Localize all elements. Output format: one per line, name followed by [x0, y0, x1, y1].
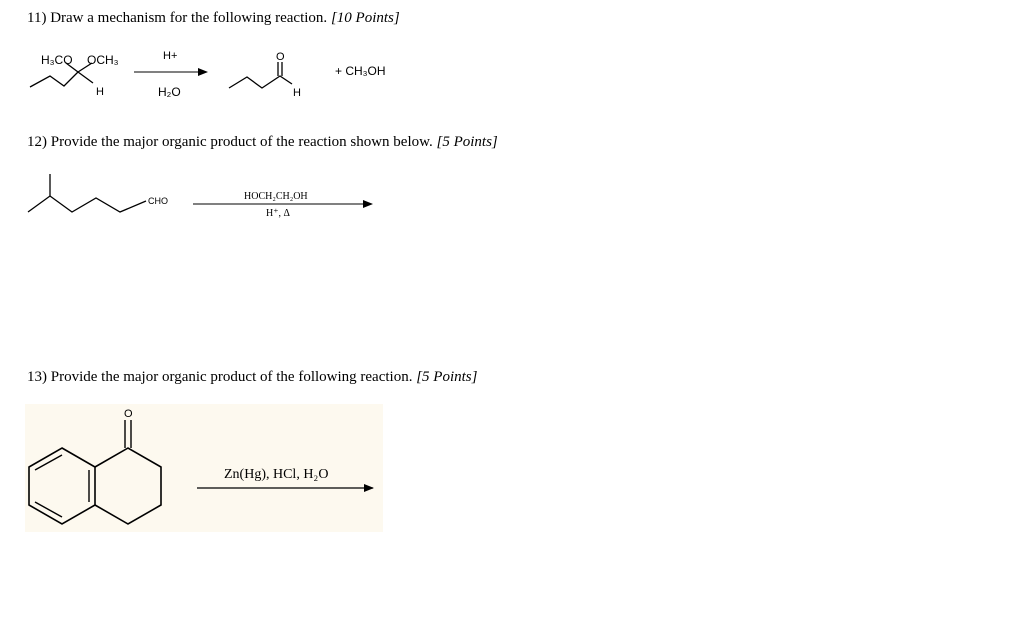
q13-carbonyl-o-label: O	[124, 408, 133, 420]
question-12-points: [5 Points]	[436, 134, 498, 150]
q11-reagent-acid: H+	[163, 50, 178, 62]
q12-cho-label: CHO	[148, 196, 168, 206]
q11-reagent-water: H₂O	[158, 85, 181, 99]
q11-product-h-label: H	[293, 87, 301, 99]
q11-reactant-h-label: H	[96, 86, 104, 98]
q12-reactant-aldehyde	[28, 174, 168, 212]
q12-reaction-arrow	[193, 191, 372, 219]
question-13-points: [5 Points]	[416, 369, 478, 385]
question-11-text: 11) Draw a mechanism for the following reaction.	[27, 10, 331, 26]
q11-product-o-label: O	[276, 51, 285, 63]
q11-methoxy-left-label: H₃CO	[41, 53, 73, 67]
question-12-text: 12) Provide the major organic product of the reaction shown below.	[27, 134, 437, 150]
q13-panel	[25, 404, 383, 532]
q13-reagent-clemmensen: Zn(Hg), HCl, H₂O	[224, 467, 329, 482]
q11-product-aldehyde	[229, 51, 301, 99]
question-11-points: [10 Points]	[330, 10, 400, 26]
q11-reaction-arrow	[134, 50, 207, 99]
q11-reactant-acetal	[30, 53, 119, 98]
question-13-text: 13) Provide the major organic product of the following reaction.	[27, 369, 417, 385]
q12-reagent-acid-heat: H⁺, Δ	[266, 208, 290, 219]
q11-methoxy-right-label: OCH₃	[87, 53, 119, 67]
q11-coproduct-methanol: + CH₃OH	[335, 64, 386, 78]
q12-reagent-diol: HOCH₂CH₂OH	[244, 191, 308, 202]
